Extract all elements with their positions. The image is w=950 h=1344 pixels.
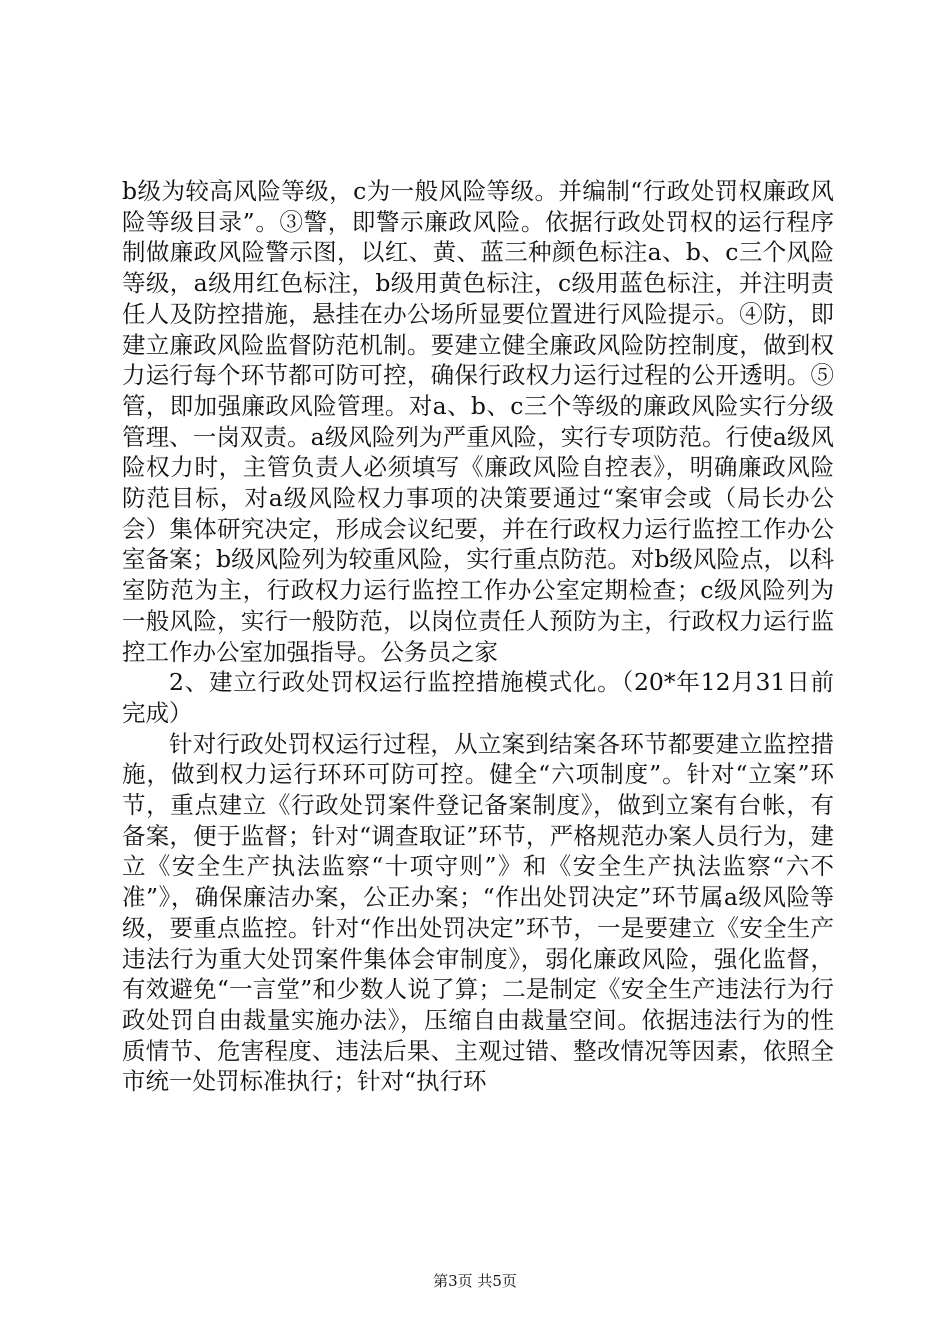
page-number-label: 第3页 共5页 <box>433 1272 517 1290</box>
page-footer <box>0 1271 950 1291</box>
paragraph-monitoring-measures: 针对行政处罚权运行过程，从立案到结案各环节都要建立监控措施，做到权力运行环环可防可控。健全“六项制度”。针对“立案”环节，重点建立《行政处罚案件登记备案制度》，做到立案有台帐，有备案，便于监督；针对“调查取证”环节，严格规范办案人员行为，建立《安全生产执法监察“十项守则”》和《安全生产执法监察“六不准”》，确保廉洁办案，公正办案；“作出处罚决定”环节属a级风险等级，要重点监控。针对“作出处罚决定”环节，一是要建立《安全生产违法行为重大处罚案件集体会审制度》，弱化廉政风险，强化监督，有效避免“一言堂”和少数人说了算；二是制定《安全生产违法行为行政处罚自由裁量实施办法》，压缩自由裁量空间。依据违法行为的性质情节、危害程度、违法后果、主观过错、整改情况等因素，依照全市统一处罚标准执行；针对“执行环 <box>122 729 834 1096</box>
paragraph-risk-levels: b级为较高风险等级，c为一般风险等级。并编制“行政处罚权廉政风险等级目录”。③警，即警示廉政风险。依据行政处罚权的运行程序制做廉政风险警示图，以红、黄、蓝三种颜色标注a、b、c三个风险等级，a级用红色标注，b级用黄色标注，c级用蓝色标注，并注明责任人及防控措施，悬挂在办公场所显要位置进行风险提示。④防，即建立廉政风险监督防范机制。要建立健全廉政风险防控制度，做到权力运行每个环节都可防可控，确保行政权力运行过程的公开透明。⑤管，即加强廉政风险管理。对a、b、c三个等级的廉政风险实行分级管理、一岗双责。a级风险列为严重风险，实行专项防范。行使a级风险权力时，主管负责人必须填写《廉政风险自控表》，明确廉政风险防范目标，对a级风险权力事项的决策要通过“案审会或（局长办公会）集体研究决定，形成会议纪要，并在行政权力运行监控工作办公室备案；b级风险列为较重风险，实行重点防范。对b级风险点，以科室防范为主，行政权力运行监控工作办公室定期检查；c级风险列为一般风险，实行一般防范，以岗位责任人预防为主，行政权力运行监控工作办公室加强指导。公务员之家 <box>122 177 834 666</box>
paragraph-section-heading: 2、建立行政处罚权运行监控措施模式化。（20*年12月31日前完成） <box>122 668 834 727</box>
document-body <box>122 176 834 1097</box>
